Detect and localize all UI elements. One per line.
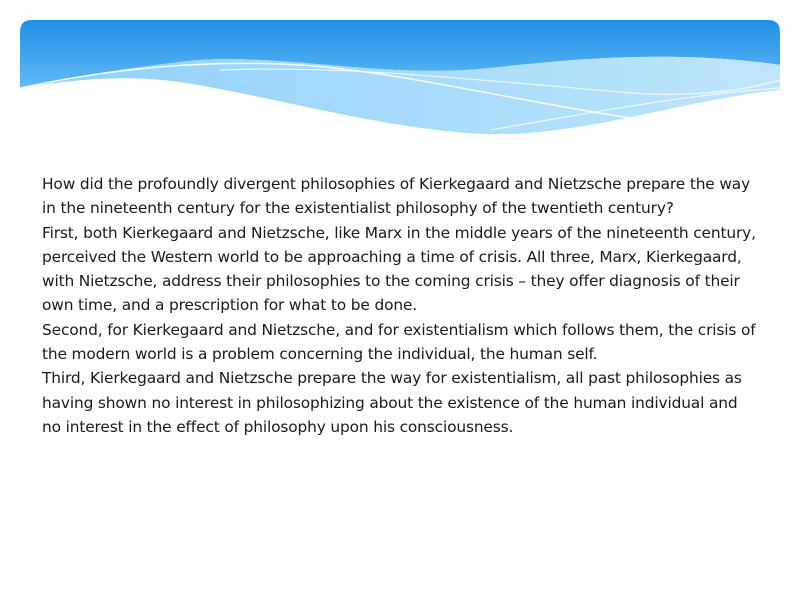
body-text — [42, 172, 758, 439]
paragraph-third: Third, Kierkegaard and Nietzsche prepare the way for existentialism, all past philosophies as having shown no interest in philosophizing about the existence of the human individual and no interest in the effect of philosophy upon his consciousness. — [42, 369, 742, 436]
paragraph-second: Second, for Kierkegaard and Nietzsche, and for existentialism which follows them, the crisis of the modern world is a problem concerning the individual, the human self. — [42, 320, 756, 364]
paragraph-first: First, both Kierkegaard and Nietzsche, like Marx in the middle years of the nineteenth century, perceived the Western world to be approaching a time of crisis. All three, Marx, Kierkegaard, with Nietzsche, address their philosophies to the coming crisis – they offer diagnosis of their own time, and a prescription for what to be done. — [42, 223, 756, 315]
wave-banner — [20, 20, 780, 150]
paragraph-question: How did the profoundly divergent philosophies of Kierkegaard and Nietzsche prepare the way in the nineteenth century for the existentialist philosophy of the twentieth century? — [42, 175, 751, 218]
